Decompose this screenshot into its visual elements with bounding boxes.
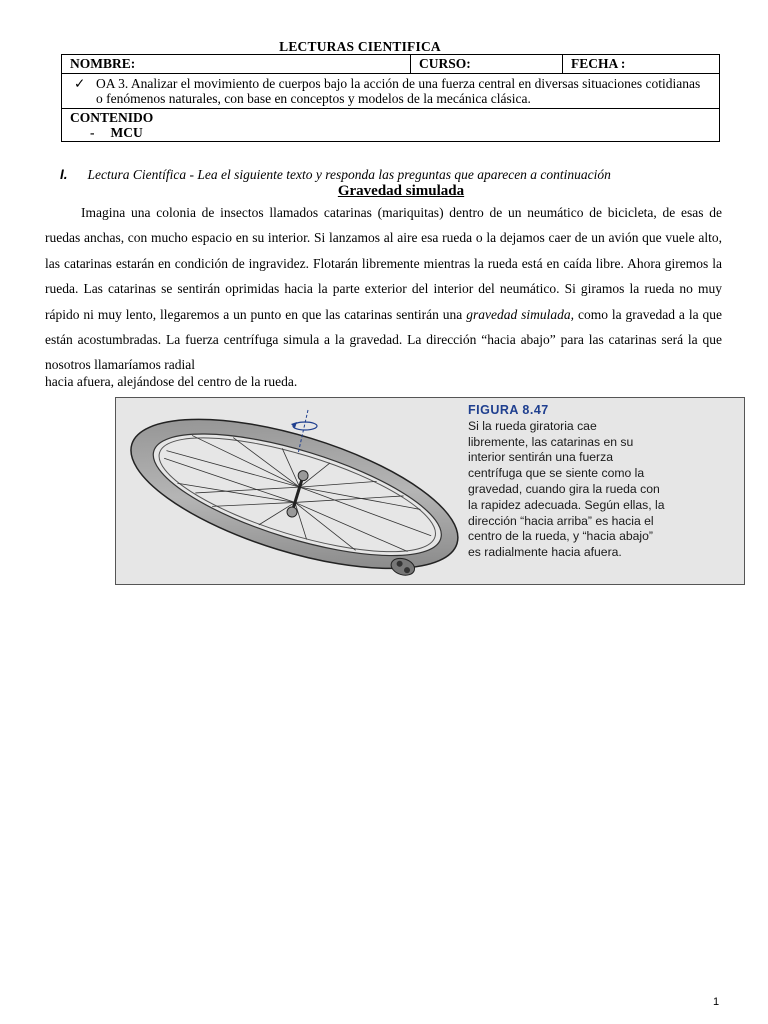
figure-box xyxy=(115,397,745,585)
section-number: I. xyxy=(60,167,68,182)
content-item xyxy=(70,125,711,140)
caption-line: es radialmente hacia afuera. xyxy=(468,545,622,560)
paragraph-text-end: como la gravedad a la que están acostumbradas. La fuerza centrífuga simula a la gravedad. La dirección “hacia abajo” para las catarinas será la que nosotros llamaríamos radial xyxy=(45,306,723,373)
date-label: FECHA : xyxy=(571,56,626,71)
header-table xyxy=(61,54,720,142)
figure-caption xyxy=(468,403,738,561)
content-cell xyxy=(62,109,720,142)
document-title: LECTURAS CIENTIFICA xyxy=(279,39,441,54)
caption-line: Si la rueda giratoria cae xyxy=(468,418,597,433)
reading-body xyxy=(45,200,722,390)
page-number: 1 xyxy=(713,996,720,1008)
caption-line: gravedad, cuando gira la rueda con xyxy=(468,481,660,496)
course-label: CURSO: xyxy=(419,56,471,71)
reading-paragraph xyxy=(45,200,722,378)
caption-line: la rapidez adecuada. Según ellas, la xyxy=(468,497,665,512)
section-heading xyxy=(60,167,611,183)
caption-line: dirección “hacia arriba” es hacia el xyxy=(468,513,654,528)
emphasis-text: gravedad simulada, xyxy=(466,306,575,322)
objective-text: OA 3. Analizar el movimiento de cuerpos bajo la acción de una fuerza central en diversas situaciones cotidianas o fenómenos naturales, con base en conceptos y modelos de la mecánica clásica. xyxy=(96,76,701,106)
wheel-illustration xyxy=(120,402,460,582)
reading-title: Gravedad simulada xyxy=(337,183,465,199)
name-cell xyxy=(62,55,411,74)
objective-cell xyxy=(62,74,720,109)
caption-line: libremente, las catarinas en su xyxy=(468,434,634,449)
content-item-text: MCU xyxy=(110,125,143,140)
content-dash: - xyxy=(90,125,95,140)
caption-line: centrífuga que se siente como la xyxy=(468,466,645,481)
figure-label: FIGURA 8.47 xyxy=(468,403,549,417)
section-instruction: Lectura Científica - Lea el siguiente texto y responda las preguntas que aparecen a continuación xyxy=(87,167,611,182)
paragraph-last-line: hacia afuera, alejándose del centro de la rueda. xyxy=(45,373,298,389)
check-icon: ✓ xyxy=(74,76,86,91)
date-cell xyxy=(563,55,720,74)
caption-line: interior sentirán una fuerza xyxy=(468,450,613,465)
paragraph-text: Imagina una colonia de insectos llamados catarinas (mariquitas) dentro de un neumático de bicicleta, de esas de ruedas anchas, con mucho espacio en su interior. Si lanzamos al aire esa rueda o la dejamos caer de un avión que vuele alto, las catarinas estarán en condición de ingravidez. Flotarán libremente mientras la rueda está en caída libre. Ahora giremos la rueda. Las catarinas se sentirán oprimidas hacia la parte exterior del interior del neumático. Si giramos la rueda no muy rápido ni muy lento, llegaremos a un punto en que las catarinas sentirán una xyxy=(45,205,722,322)
course-cell xyxy=(411,55,563,74)
content-label: CONTENIDO xyxy=(70,110,154,125)
name-label: NOMBRE: xyxy=(70,56,136,71)
caption-line: centro de la rueda, y “hacia abajo” xyxy=(468,529,653,544)
